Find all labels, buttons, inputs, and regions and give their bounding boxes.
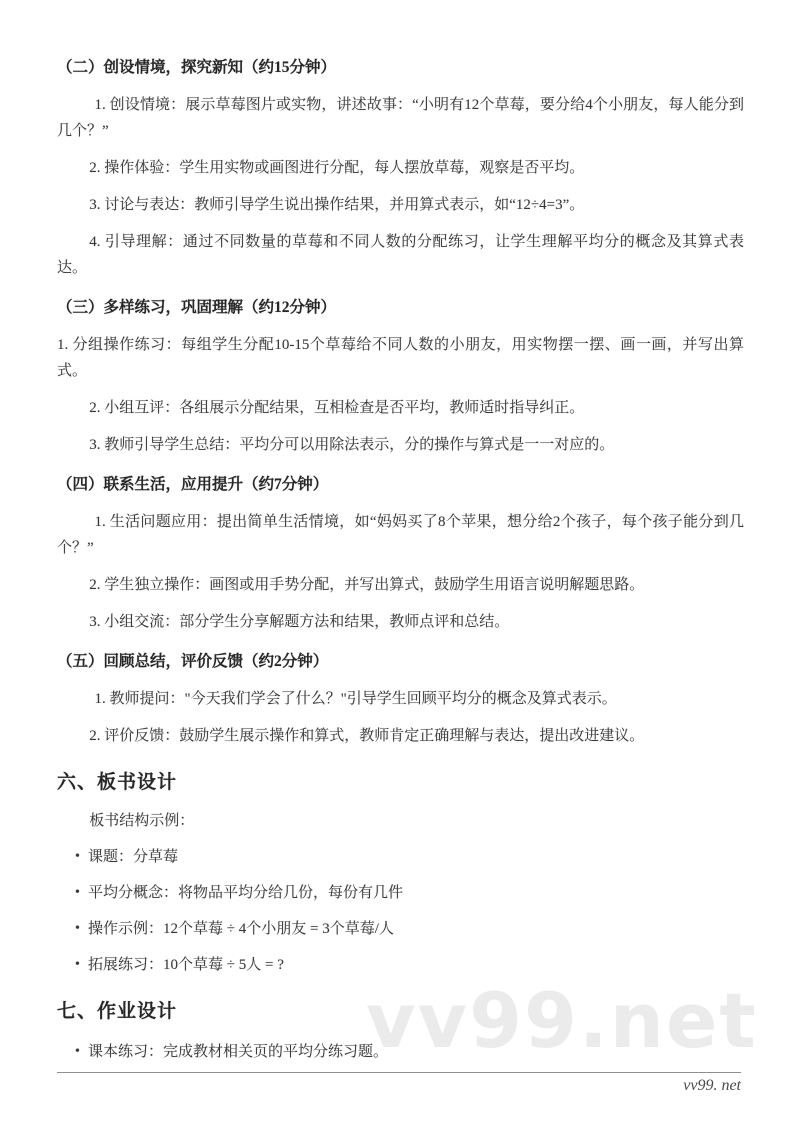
bullet-icon: • (75, 1044, 80, 1059)
paragraph: 2. 操作体验：学生用实物或画图进行分配，每人摆放草莓，观察是否平均。 (89, 160, 585, 176)
paragraph: 1. 教师提问："今天我们学会了什么？"引导学生回顾平均分的概念及算式表示。 (94, 691, 617, 707)
bullet-item-label: 课题：分草莓 (88, 849, 179, 865)
watermark-text: vv99.net (366, 976, 758, 1065)
bullet-item (57, 844, 744, 870)
paragraph: 1. 创设情境：展示草莓图片或实物，讲述故事：“小明有12个草莓，要分给4个小朋友，每人能分到几个？” (57, 97, 744, 139)
paragraph: 3. 小组交流：部分学生分享解题方法和结果，教师点评和总结。 (89, 614, 510, 630)
paragraph: 板书结构示例： (89, 813, 195, 829)
bullet-item-label: 拓展练习：10个草莓 ÷ 5人 = ? (88, 957, 284, 973)
bullet-item (57, 916, 744, 942)
section-heading: （三）多样练习，巩固理解（约12分钟） (57, 299, 337, 316)
paragraph: 3. 教师引导学生总结：平均分可以用除法表示，分的操作与算式是一一对应的。 (89, 437, 615, 453)
paragraph: 2. 学生独立操作：画图或用手势分配，并写出算式，鼓励学生用语言说明解题思路。 (89, 577, 645, 593)
paragraph: 2. 小组互评：各组展示分配结果，互相检查是否平均，教师适时指导纠正。 (89, 400, 585, 416)
paragraph: 3. 讨论与表达：教师引导学生说出操作结果，并用算式表示，如“12÷4=3”。 (89, 197, 585, 213)
bullet-item (57, 880, 744, 906)
footer-divider (57, 1072, 741, 1073)
bullet-icon: • (75, 849, 80, 864)
paragraph: 2. 评价反馈：鼓励学生展示操作和算式，教师肯定正确理解与表达，提出改进建议。 (89, 728, 645, 744)
bullet-item (57, 1039, 744, 1065)
bullet-item-label: 操作示例：12个草莓 ÷ 4个小朋友 = 3个草莓/人 (88, 921, 394, 937)
major-heading: 七、作业设计 (57, 1001, 178, 1022)
document-body (57, 55, 744, 1065)
bullet-item-label: 课本练习：完成教材相关页的平均分练习题。 (88, 1044, 389, 1060)
bullet-icon: • (75, 885, 80, 900)
bullet-item (57, 952, 744, 978)
section-heading: （四）联系生活，应用提升（约7分钟） (57, 476, 329, 493)
bullet-icon: • (75, 957, 80, 972)
section-heading: （五）回顾总结，评价反馈（约2分钟） (57, 653, 329, 670)
paragraph: 1. 生活问题应用：提出简单生活情境，如“妈妈买了8个苹果，想分给2个孩子，每个孩子能分到几个？” (57, 514, 744, 556)
bullet-icon: • (75, 921, 80, 936)
section-heading: （二）创设情境，探究新知（约15分钟） (57, 59, 337, 76)
bullet-item-label: 平均分概念：将物品平均分给几份，每份有几件 (88, 885, 404, 901)
major-heading: 六、板书设计 (57, 772, 178, 793)
paragraph: 4. 引导理解：通过不同数量的草莓和不同人数的分配练习，让学生理解平均分的概念及其算式表达。 (57, 234, 744, 276)
footer-brand: vv99. net (683, 1077, 741, 1094)
paragraph: 1. 分组操作练习：每组学生分配10-15个草莓给不同人数的小朋友，用实物摆一摆、画一画，并写出算式。 (57, 337, 744, 379)
